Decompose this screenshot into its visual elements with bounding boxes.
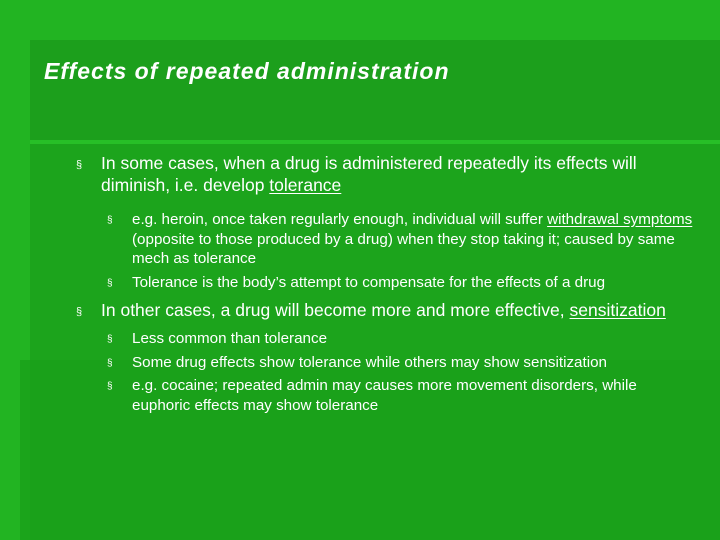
bullet-icon: § xyxy=(107,215,113,226)
tolerance-subitems xyxy=(107,210,696,292)
bullet-text: In some cases, when a drug is administered repeatedly its effects will diminish, i.e. develop xyxy=(101,153,637,195)
background-panel-title xyxy=(30,40,720,140)
sub-bullet-cocaine xyxy=(107,376,696,415)
bullet-icon: § xyxy=(76,159,83,171)
bullet-icon: § xyxy=(107,357,113,369)
sub-bullet-text: (opposite to those produced by a drug) when they stop taking it; caused by same mech as tolerance xyxy=(132,230,675,267)
bullet-icon: § xyxy=(107,334,113,345)
bullet-sensitization xyxy=(76,299,696,321)
sub-bullet-compensate xyxy=(107,273,696,293)
sub-bullet-text: e.g. heroin, once taken regularly enough, individual will suffer xyxy=(132,211,548,228)
sub-bullet-text: Less common than tolerance xyxy=(132,330,328,347)
sub-bullet-mixed-effects xyxy=(107,353,696,373)
tolerance-link[interactable]: tolerance xyxy=(269,175,342,195)
sub-bullet-heroin xyxy=(107,210,696,269)
bullet-icon: § xyxy=(107,277,113,289)
slide-title: Effects of repeated administration xyxy=(44,58,450,84)
background-band-top xyxy=(0,0,720,40)
sub-bullet-text: Some drug effects show tolerance while others may show sensitization xyxy=(132,353,607,371)
sensitization-link[interactable]: sensitization xyxy=(569,300,666,320)
bullet-text: In other cases, a drug will become more and more effective, xyxy=(101,300,570,320)
bullet-icon: § xyxy=(76,306,83,318)
sub-bullet-text: Tolerance is the body’s attempt to compensate for the effects of a drug xyxy=(132,273,606,291)
bullet-icon: § xyxy=(107,381,113,392)
sub-bullet-text: e.g. cocaine; repeated admin may causes more movement disorders, while euphoric effects may show tolerance xyxy=(132,377,637,414)
sensitization-subitems xyxy=(107,329,696,415)
bullet-tolerance xyxy=(76,152,696,196)
withdrawal-symptoms-link[interactable]: withdrawal symptoms xyxy=(547,211,693,228)
sub-bullet-less-common xyxy=(107,329,696,349)
slide-content xyxy=(76,152,696,415)
